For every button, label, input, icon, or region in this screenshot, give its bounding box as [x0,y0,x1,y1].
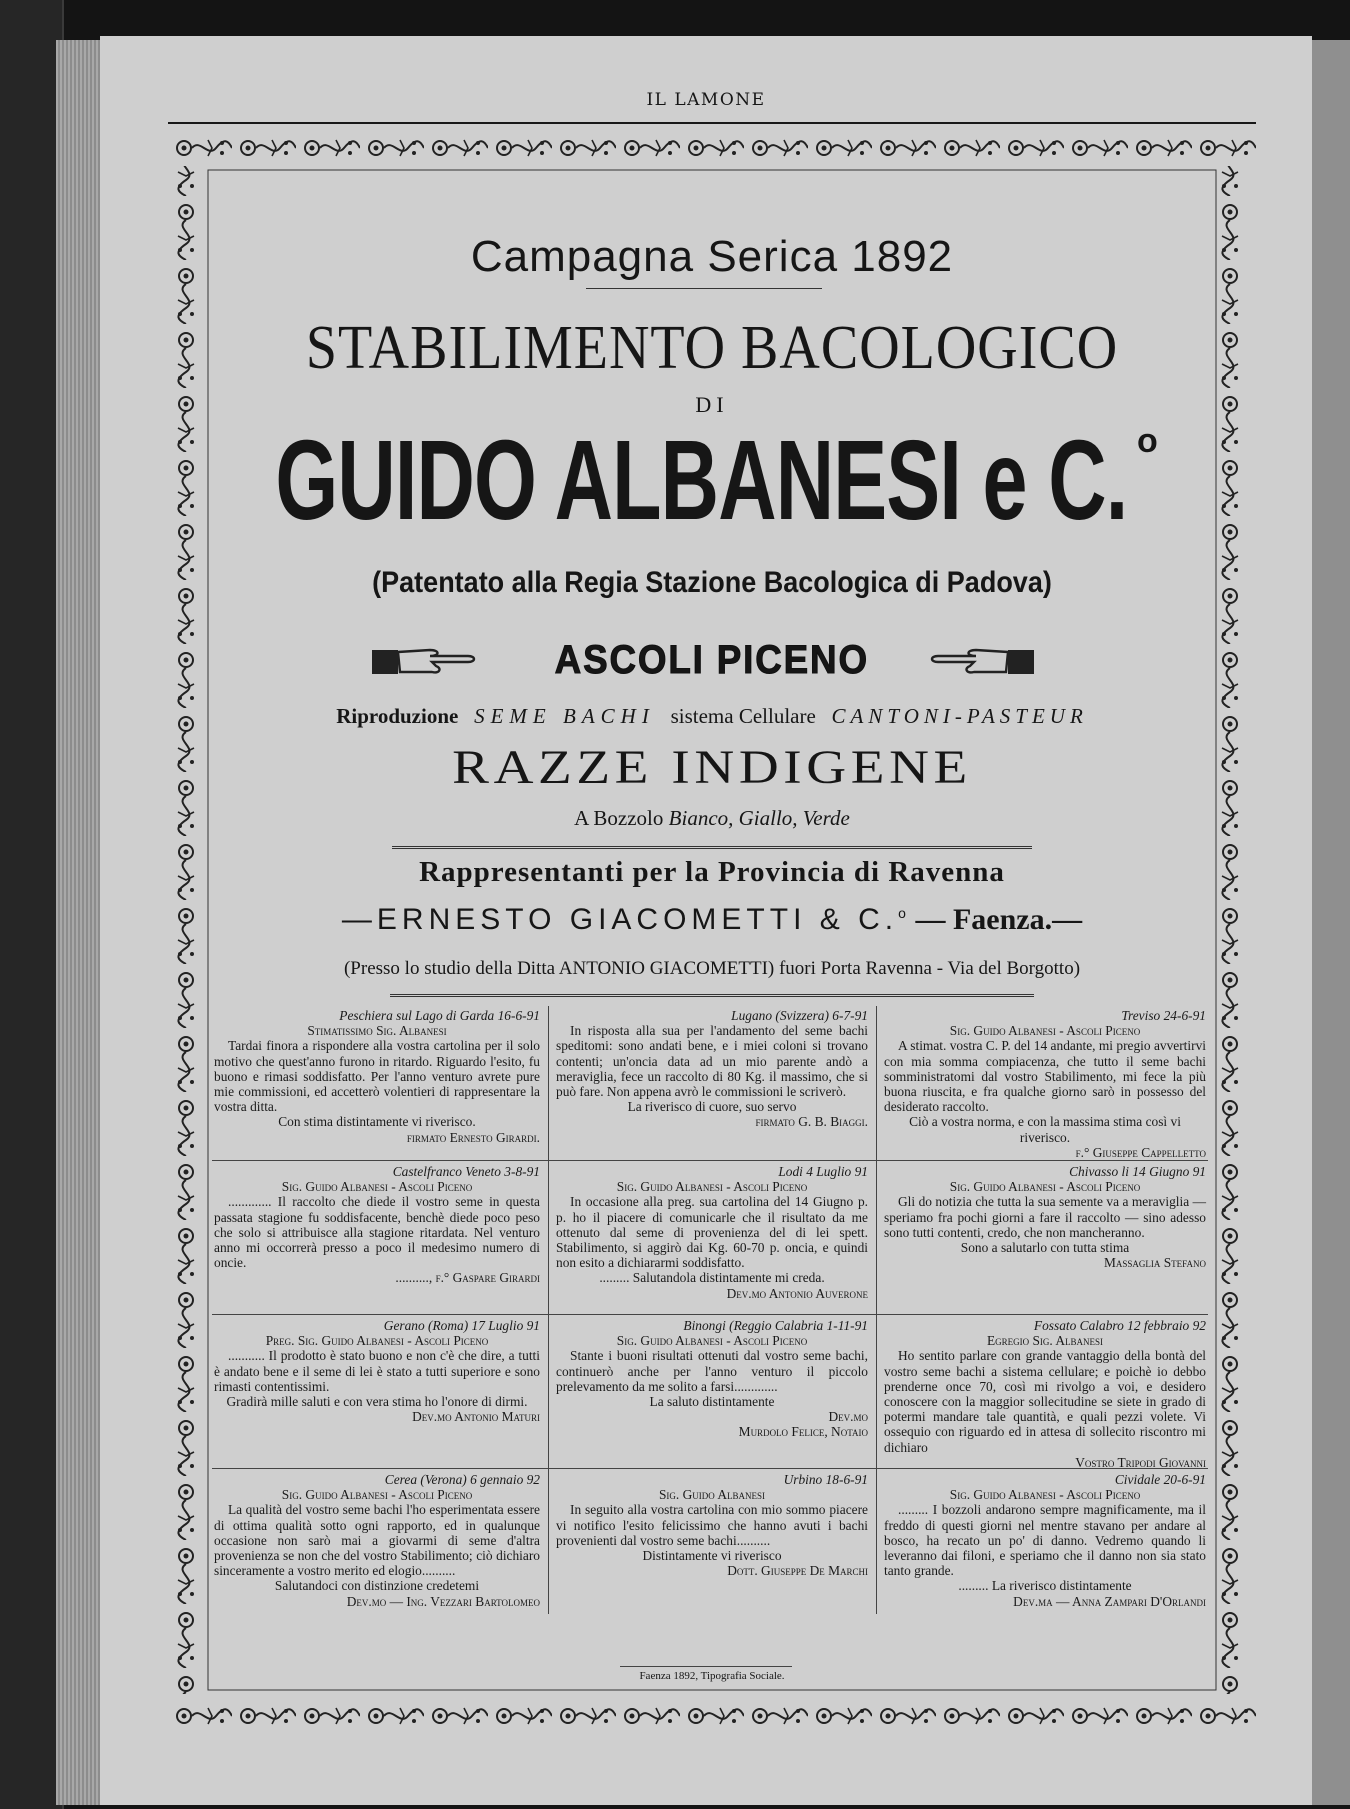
letter-salutation: Sig. Guido Albanesi - Ascoli Piceno [616,1179,808,1195]
letter-place: Cerea (Verona) 6 gennaio 92 [384,1472,540,1487]
letter-2 [556,1008,868,1130]
letter-6 [884,1164,1206,1270]
letter-body: In seguito alla vostra cartolina con mio sommo piacere vi notifico l'esito felicissimo che hanno avuti i bachi provenienti dal vostro seme bachi.......... [556,1502,868,1548]
letter-salutation: Sig. Guido Albanesi - Ascoli Piceno [281,1179,473,1195]
letter-body: Stante i buoni risultati ottenuti dal vostro seme bachi, continuerò anche per l'anno venturo il piccolo prelevamento da me solito a farsi............. [556,1348,868,1394]
cocoon-colors: Bianco, Giallo, Verde [668,806,850,830]
letter-place: Lodi 4 Luglio 91 [778,1164,868,1179]
letter-place: Gerano (Roma) 17 Luglio 91 [383,1318,540,1333]
letter-body: La qualità del vostro seme bachi l'ho esperimentata essere di ottima qualità sotto ogni rapporto, ed in qualunque occasione non sarò mai a giovarmi di seme d'altra provenienza se non che del vostro Stabilimento; ciò dichiaro sinceramente a vostro merito ed elogio.......... [214,1502,540,1579]
company-name: GUIDO ALBANESI e C. [275,417,1128,544]
city-row [180,636,1244,683]
journal-header: IL LAMONE [646,90,766,110]
letter-place: Peschiera sul Lago di Garda 16-6-91 [339,1008,540,1023]
letter-signature: Dev.mo Murdolo Felice, Notaio [738,1409,868,1440]
letter-signature: Dott. Giuseppe De Marchi [727,1563,868,1579]
letter-salutation: Sig. Guido Albanesi [658,1487,766,1503]
letter-place: Chivasso li 14 Giugno 91 [1069,1164,1206,1179]
agent-line [180,902,1244,937]
letter-closing: Con stima distintamente vi riverisco. [278,1114,476,1130]
letter-signature: Dev.mo Antonio Maturi [412,1409,540,1425]
letter-body: ........... Il prodotto è stato buono e non c'è che dire, a tutti è andato bene e il seme di lei è stato a tutti superiore e sono rimasti contentissimi. [214,1348,540,1394]
letter-11 [556,1472,868,1578]
letter-salutation: Preg. Sig. Guido Albanesi - Ascoli Piceno [265,1333,489,1349]
letter-signature: firmato Ernesto Girardi. [406,1129,540,1145]
letter-body: In occasione alla preg. sua cartolina del 14 Giugno p. p. ho il piacere di comunicarle che il risultato da me ottenuto dal seme di provenienza del di lei spett. Stabilimento, si aggirò dai Kg. 60-70 p. oncia, e quindi non esito a dichiararmi soddisfatto. [556,1194,868,1271]
letter-body: Gli do notizia che tutta la sua semente va a meraviglia — speriamo fra pochi giorni a fare il raccolto — sino adesso sono tutti contenti, credo, che non mancheranno. [884,1194,1206,1240]
cocoon-label: A Bozzolo [574,806,664,830]
letter-signature: firmato G. B. Biaggi. [755,1114,868,1130]
letter-place: Treviso 24-6-91 [1121,1008,1206,1023]
agent-city: — Faenza.— [915,903,1083,936]
letter-signature: Dev.mo Antonio Auverone [726,1285,868,1301]
letter-closing: Salutandoci con distinzione credetemi [274,1578,480,1594]
letter-place: Lugano (Svizzera) 6-7-91 [731,1008,868,1023]
letter-10 [214,1472,540,1609]
letter-salutation: Sig. Guido Albanesi - Ascoli Piceno [281,1487,473,1503]
letter-salutation: Sig. Guido Albanesi - Ascoli Piceno [949,1487,1141,1503]
establishment-heading: STABILIMENTO BACOLOGICO [305,313,1119,383]
letter-closing: Distintamente vi riverisco [642,1548,782,1564]
letter-body: ......... I bozzoli andarono sempre magnificamente, ma il freddo di questi giorni nel mentre stavano per andare al bosco, ha recato un po' di danno. Vedremo quando li leveranno dai filoni, e speriamo che il danno non sia stato tanto grande. [884,1502,1206,1579]
letter-signature: Massaglia Stefano [1103,1255,1206,1271]
letter-salutation: Sig. Guido Albanesi - Ascoli Piceno [949,1179,1141,1195]
campaign-title: Campagna Serica 1892 [470,232,954,281]
letter-salutation: Sig. Guido Albanesi - Ascoli Piceno [949,1023,1141,1039]
letter-body: ............. Il raccolto che diede il vostro seme in questa passata stagione fu soddisfacente, benchè diede poco peso che solo si attribuisce alla stagione ritardata. Nel venturo anno mi occorrerà presso a poco il medesimo numero di oncie. [214,1194,540,1271]
letter-signature: .........., f.° Gaspare Girardi [395,1270,540,1286]
city-name: ASCOLI PICENO [554,638,870,682]
newspaper-page [100,36,1312,1805]
divider-1 [392,846,1032,849]
breeds-heading: RAZZE INDIGENE [452,741,972,794]
letter-closing: La saluto distintamente [649,1394,775,1410]
letter-closing: ......... La riverisco distintamente [958,1578,1132,1594]
letter-place: Castelfranco Veneto 3-8-91 [392,1164,540,1179]
letter-5 [556,1164,868,1301]
letter-12 [884,1472,1206,1609]
printer-footer: Faenza 1892, Tipografia Sociale. [639,1670,785,1682]
company-name-row [180,416,1244,544]
header-rule [168,122,1256,124]
letter-salutation: Stimatissimo Sig. Albanesi [307,1023,447,1039]
pointing-hand-left-icon [926,642,1036,680]
letter-1 [214,1008,540,1145]
column-rule-1 [548,1006,549,1614]
agent-superscript: o [898,905,906,921]
letter-place: Urbino 18-6-91 [783,1472,868,1487]
repro-method: CANTONI-PASTEUR [831,704,1088,728]
letter-signature: Vostro Tripodi Giovanni [1075,1454,1206,1470]
divider-2 [390,994,1034,997]
book-spine [0,0,64,1809]
letter-signature: Dev.mo — Ing. Vezzari Bartolomeo [346,1593,540,1609]
footer-rule-top [620,1666,792,1667]
letter-signature: f.° Giuseppe Cappelletto [1075,1144,1206,1160]
agent-name: —ERNESTO GIACOMETTI & C. [341,903,899,936]
representatives-heading: Rappresentanti per la Provincia di Ravenna [419,856,1005,888]
row-rule-1 [212,1160,1208,1161]
letter-3 [884,1008,1206,1160]
letter-closing: Gradirà mille saluti e con vera stima ho l'onore di dirmi. [226,1394,528,1410]
letter-place: Cividale 20-6-91 [1114,1472,1206,1487]
di-word: DI [695,392,729,417]
letter-signature: Dev.ma — Anna Zampari D'Orlandi [1013,1593,1206,1609]
letter-7 [214,1318,540,1424]
page-edges [56,40,106,1805]
repro-product: SEME BACHI [474,704,655,728]
address-line: (Presso lo studio della Ditta ANTONIO GIACOMETTI) fuori Porta Ravenna - Via del Borgotto) [343,958,1081,979]
title-underline [586,288,822,289]
reproduction-line [180,704,1244,729]
letter-closing: La riverisco di cuore, suo servo [627,1099,797,1115]
letter-4 [214,1164,540,1286]
letter-place: Fossato Calabro 12 febbraio 92 [1033,1318,1206,1333]
letter-8 [556,1318,868,1440]
repro-system: sistema Cellulare [670,704,816,728]
letter-closing: Sono a salutarlo con tutta stima [960,1240,1130,1256]
adjacent-page [1312,40,1350,1805]
letter-place: Binongi (Reggio Calabria 1-11-91 [683,1318,868,1333]
row-rule-2 [212,1314,1208,1315]
letter-salutation: Egregio Sig. Albanesi [986,1333,1104,1349]
letter-closing: Ciò a vostra norma, e con la massima stima così vi riverisco. [909,1114,1181,1145]
letter-body: A stimat. vostra C. P. del 14 andante, mi pregio avvertirvi con mia somma compiacenza, che tutto il seme bachi somministratomi dal vostro Stabilimento, mi fece la più buona riuscita, e fra qualche giorno sarò in possesso del desiderato raccolto. [884,1038,1206,1115]
company-superscript: o [1136,421,1158,460]
letter-9 [884,1318,1206,1470]
column-rule-2 [876,1006,877,1614]
letter-body: Tardai finora a rispondere alla vostra cartolina per il solo motivo che quest'anno furono in ritardo. Riguardo l'esito, fu buono e rimasi soddisfatto. Per l'anno venturo avrete pure mie commissioni, ed accetterò volentieri di rappresentare la vostra ditta. [214,1038,540,1115]
repro-label: Riproduzione [336,704,459,728]
letter-salutation: Sig. Guido Albanesi - Ascoli Piceno [616,1333,808,1349]
letter-body: In risposta alla sua per l'andamento del seme bachi speditomi: sono andati bene, e i miei coloni si trovano contenti; un'oncia data ad un mio parente andò a meraviglia, fece un raccolto di 80 Kg. il massimo, che si può fare. Non appena avrò le commissioni le scriverò. [556,1023,868,1100]
cocoon-line [180,806,1244,831]
letter-body: Ho sentito parlare con grande vantaggio della bontà del vostro seme bachi a sistema cellulare; e poichè io debbo prenderne once 70, così mi rivolgo a voi, e desidero conoscere con la maggior sollecitudine se siete in grado di potermi mandare tale quantità, e quali pezzi volete. Vi ossequio con riguardo ed in attesa di sollecito riscontro mi dichiaro [884,1348,1206,1455]
patent-line: (Patentato alla Regia Stazione Bacologica di Padova) [372,566,1052,599]
letter-closing: ......... Salutandola distintamente mi creda. [599,1270,825,1286]
